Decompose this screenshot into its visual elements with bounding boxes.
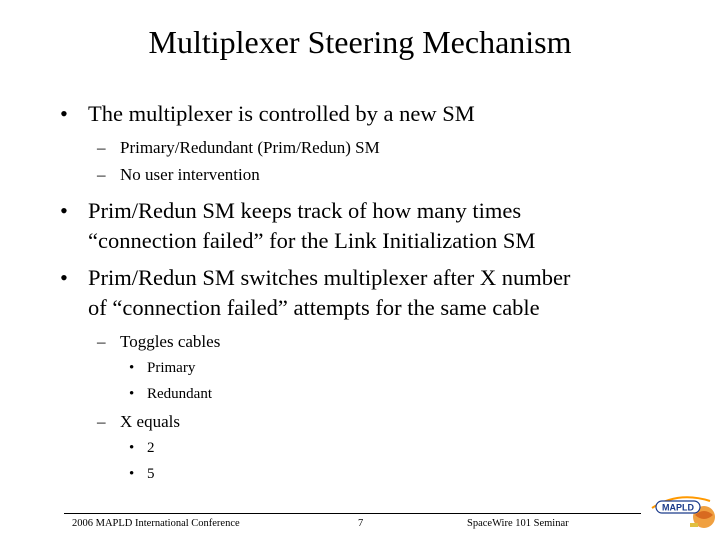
bullet-1-text: The multiplexer is controlled by a new SM [88, 101, 475, 126]
bullet-1-sub-1: Primary/Redundant (Prim/Redun) SM [120, 138, 380, 157]
dash-marker: – [97, 165, 106, 184]
bullet-1-sub-2: No user intervention [120, 165, 260, 184]
bullet-3-sub-1-item-1: Primary [147, 360, 196, 376]
logo-chip [690, 523, 698, 527]
footer-seminar: SpaceWire 101 Seminar [467, 518, 569, 529]
slide-title: Multiplexer Steering Mechanism [148, 24, 572, 60]
sub-bullet-marker: • [129, 360, 135, 376]
sub-bullet-marker: • [129, 386, 135, 402]
footer-divider [64, 513, 641, 514]
bullet-3-sub-2: X equals [120, 412, 180, 431]
sub-bullet-marker: • [129, 440, 135, 456]
sub-bullet-marker: • [129, 466, 135, 482]
footer-conference: 2006 MAPLD International Conference [72, 518, 240, 529]
bullet-2-line-2: “connection failed” for the Link Initialization SM [88, 228, 536, 253]
bullet-3-sub-2-item-1: 2 [147, 440, 155, 456]
footer-page-number: 7 [358, 518, 364, 529]
bullet-marker: • [60, 265, 68, 290]
dash-marker: – [97, 138, 106, 157]
dash-marker: – [97, 332, 106, 351]
bullet-3-sub-2-item-2: 5 [147, 466, 155, 482]
bullet-3-line-1: Prim/Redun SM switches multiplexer after X number [88, 265, 571, 290]
bullet-3-sub-1-item-2: Redundant [147, 386, 212, 402]
logo-text: MAPLD [662, 502, 694, 513]
bullet-2-line-1: Prim/Redun SM keeps track of how many times [88, 198, 522, 223]
bullet-3-sub-1: Toggles cables [120, 332, 221, 351]
mapld-logo [648, 493, 718, 535]
dash-marker: – [97, 412, 106, 431]
bullet-marker: • [60, 101, 68, 126]
bullet-3-line-2: of “connection failed” attempts for the same cable [88, 295, 540, 320]
bullet-marker: • [60, 198, 68, 223]
